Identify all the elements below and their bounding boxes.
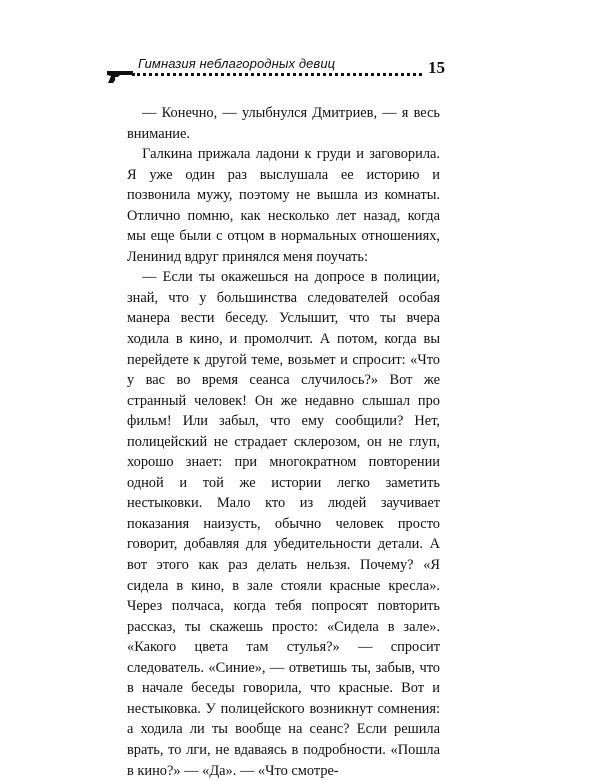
paragraph: — Если ты окажешься на допросе в полиции, знай, что у большинства следователей особая манера вести беседу. Услышит, что ты вчера ходила в кино, и промолчит. А потом, когда вы перейдете к другой теме, возьмет и спросит: «Что у вас во время сеанса случилось?» Вот же странный человек! Он же недавно слышал про фильм! Или забыл, что ему сообщили? Нет, полицейский не страдает склерозом, он не глуп, хорошо знает: при многократном повторении одной и той же истории легко заметить нестыковки. Мало кто из людей заучивает показания наизусть, обычно человек просто говорит, добавляя для убедительности детали. А вот этого как раз делать нельзя. Почему? «Я сидела в кино, в зале стояли красные кресла». Через полчаса, когда тебя попросят повторить рассказ, ты скажешь просто: «Сидела в зале». «Какого цвета там стулья?» — спросит следователь. «Синие», — ответишь ты, забыв, что в начале беседы говорила, что красные. Вот и нестыковка. У полицейского возникнут сомнения: а ходила ли ты вообще на сеанс? Если решила врать, то лги, не вдаваясь в подробности. «Пошла в кино?» — «Да». — «Что смотре- (127, 269, 440, 779)
running-header (105, 56, 445, 86)
paragraph: — Конечно, — улыбнулся Дмитриев, — я весь внимание. (127, 105, 440, 142)
dotted-leader (132, 73, 422, 76)
pistol-icon (105, 68, 135, 84)
page-number: 15 (428, 58, 445, 77)
paragraph: Галкина прижала ладони к груди и заговорила. Я уже один раз выслушала ее историю и позвонила мужу, поэтому не вышла из комнаты. Отлично помню, как несколько лет назад, когда мы еще были с отцом в нормальных отношениях, Ленинид вдруг принялся меня поучать: (127, 146, 440, 265)
body-text (127, 103, 440, 781)
running-title: Гимназия неблагородных девиц (138, 56, 336, 71)
